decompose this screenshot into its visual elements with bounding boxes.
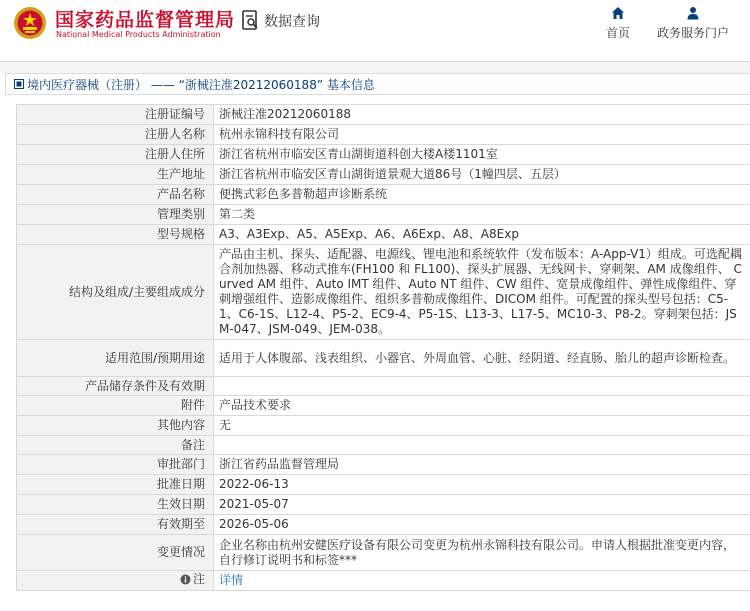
field-label: 生效日期 — [17, 495, 214, 515]
field-label: 审批部门 — [17, 455, 214, 475]
table-row — [17, 455, 750, 475]
field-label: 型号规格 — [17, 225, 214, 245]
table-row — [17, 165, 750, 185]
note-label-cell — [17, 571, 214, 591]
field-label: 注册证编号 — [17, 105, 214, 125]
data-query-label: 数据查询 — [264, 14, 320, 30]
details-link[interactable]: 详情 — [214, 571, 750, 591]
field-value: 产品技术要求 — [214, 396, 750, 416]
note-label-wrap — [180, 572, 205, 587]
note-label: 注 — [192, 572, 205, 586]
site-header — [0, 0, 750, 62]
field-value: 企业名称由杭州安健医疗设备有限公司变更为杭州永锦科技有限公司。申请人根据批准变更内容，自行修订说明书和标签*** — [214, 535, 750, 571]
field-label: 备注 — [17, 436, 214, 455]
field-label: 生产地址 — [17, 165, 214, 185]
info-icon — [180, 574, 191, 585]
nav-home[interactable] — [603, 6, 633, 41]
field-value: 第二类 — [214, 205, 750, 225]
field-value: 2022-06-13 — [214, 475, 750, 495]
nav-home-label: 首页 — [605, 26, 630, 40]
record-table-container — [16, 104, 750, 591]
national-emblem-icon[interactable] — [13, 6, 47, 40]
data-query-link[interactable] — [242, 10, 320, 32]
nav-gov-services[interactable] — [655, 6, 731, 41]
table-row — [17, 436, 750, 455]
field-label: 适用范围/预期用途 — [17, 340, 214, 377]
field-label: 产品储存条件及有效期 — [17, 377, 214, 396]
field-value: A3、A3Exp、A5、A5Exp、A6、A6Exp、A8、A8Exp — [214, 225, 750, 245]
field-label: 附件 — [17, 396, 214, 416]
brand-title-en[interactable]: National Medical Products Administration — [56, 30, 221, 39]
breadcrumb — [5, 73, 750, 95]
table-row — [17, 475, 750, 495]
field-value: 适用于人体腹部、浅表组织、小器官、外周血管、心脏、经阴道、经直肠、胎儿的超声诊断检查。 — [214, 340, 750, 377]
table-row — [17, 535, 750, 571]
field-value: 无 — [214, 416, 750, 436]
home-icon — [611, 6, 625, 20]
field-value: 浙江省杭州市临安区青山湖街道科创大楼A楼1101室 — [214, 145, 750, 165]
field-value — [214, 436, 750, 455]
table-row — [17, 515, 750, 535]
field-label: 批准日期 — [17, 475, 214, 495]
table-row — [17, 396, 750, 416]
table-row — [17, 340, 750, 377]
data-search-icon — [242, 10, 260, 32]
field-label: 注册人名称 — [17, 125, 214, 145]
field-value: 2026-05-06 — [214, 515, 750, 535]
field-label: 有效期至 — [17, 515, 214, 535]
field-label: 注册人住所 — [17, 145, 214, 165]
field-label: 管理类别 — [17, 205, 214, 225]
table-row — [17, 145, 750, 165]
field-label: 其他内容 — [17, 416, 214, 436]
field-value: 杭州永锦科技有限公司 — [214, 125, 750, 145]
field-value: 浙江省杭州市临安区青山湖街道景观大道86号（1幢四层、五层） — [214, 165, 750, 185]
nav-gov-services-label: 政务服务门户 — [656, 26, 729, 40]
user-icon — [686, 6, 700, 20]
table-row — [17, 495, 750, 515]
table-row — [17, 377, 750, 396]
brand-title-cn[interactable]: 国家药品监督管理局 — [55, 9, 236, 31]
field-value — [214, 377, 750, 396]
field-value: 浙江省药品监督管理局 — [214, 455, 750, 475]
table-row — [17, 225, 750, 245]
table-row — [17, 125, 750, 145]
breadcrumb-icon — [14, 79, 24, 89]
field-value: 浙械注准20212060188 — [214, 105, 750, 125]
breadcrumb-text: 境内医疗器械（注册） —— “浙械注准20212060188” 基本信息 — [27, 77, 375, 92]
field-value: 产品由主机、探头、适配器、电源线、锂电池和系统软件（发布版本：A-App-V1）组成。可选配耦合剂加热器、移动式推车(FH100 和 FL100)、探头扩展器、无线网卡、穿刺架、AM 成像组件、 Curved AM 组件、Auto IMT 组件、Auto NT 组件、CW 组件、宽景成像组件、弹性成像组件、穿刺增强组件、造影成像组件、组织多普勒成像组件、DICOM 组件。可配置的探头型号包括：C5-1、C6-1S、L12-4、P5-2、EC9-4、P5-1S、L13-3、L17-5、MC10-3、P8-2。穿刺架包括：JSM-047、JSM-049、JEM-038。 — [214, 245, 750, 340]
table-row — [17, 105, 750, 125]
table-row — [17, 245, 750, 340]
note-row — [17, 571, 750, 591]
field-label: 变更情况 — [17, 535, 214, 571]
field-value: 2021-05-07 — [214, 495, 750, 515]
table-row — [17, 205, 750, 225]
field-label: 产品名称 — [17, 185, 214, 205]
table-row — [17, 185, 750, 205]
field-label: 结构及组成/主要组成成分 — [17, 245, 214, 340]
record-table — [16, 104, 750, 591]
field-value: 便携式彩色多普勒超声诊断系统 — [214, 185, 750, 205]
table-row — [17, 416, 750, 436]
